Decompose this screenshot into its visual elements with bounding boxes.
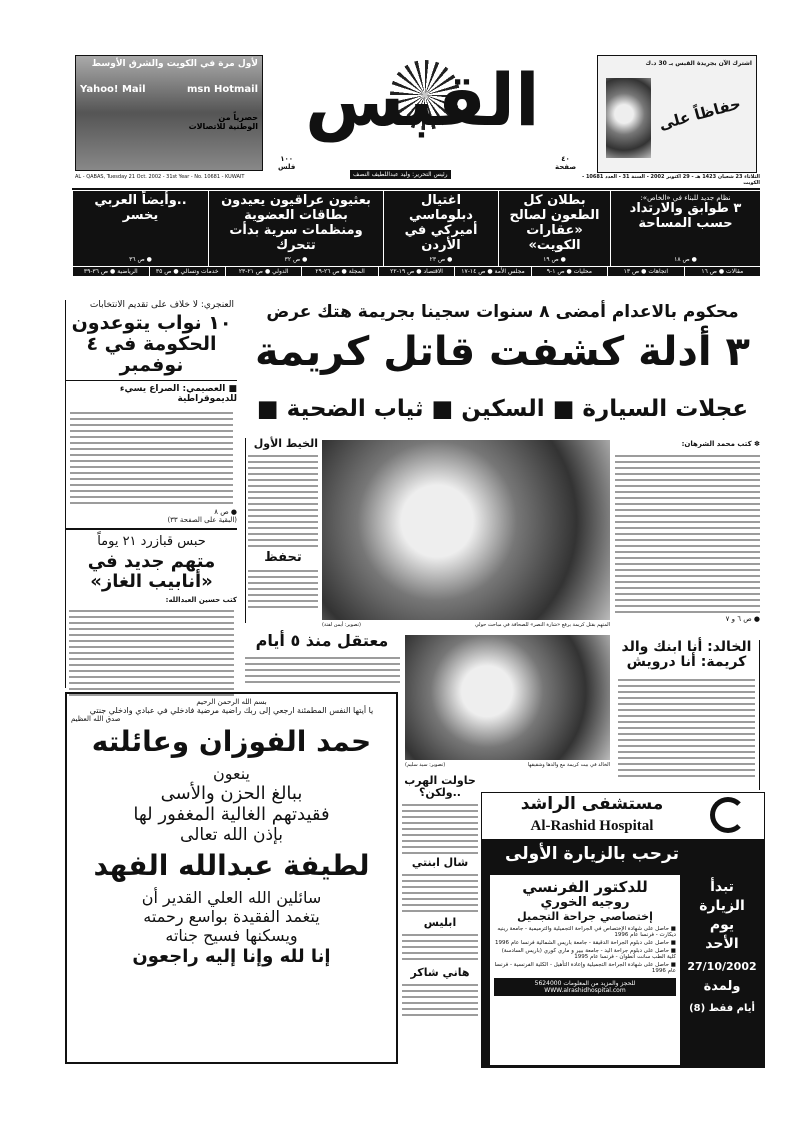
main-headline: ٣ أدلة كشفت قاتل كريمة (255, 329, 750, 375)
editor-line: رئيس التحرير: وليد عبداللطيف النصف (350, 170, 451, 179)
obit-line: فقيدتهم الغالية المغفور لها (133, 803, 330, 825)
ad-headline: اشترك الآن بجريدة القبس بـ 30 د.ك (645, 60, 752, 67)
teaser-title: اغتيال دبلوماسي أميركي في الأردن (404, 193, 478, 253)
side-title: ابليس (423, 916, 457, 930)
right-ad (597, 55, 757, 173)
pages-value: ٤٠ (561, 155, 570, 163)
side-column (402, 775, 478, 1065)
byline: ✽ كتب محمد الشرهان: (681, 440, 760, 448)
story-headline: ١٠ نواب يتوعدون الحكومة في ٤ نوفمبر (71, 312, 232, 376)
price-unit: فلس (278, 162, 296, 171)
doctor-prefix: للدكتور الفرنسي (522, 878, 648, 896)
story2-kicker: حبس قبازرد ٢١ يوماً (97, 534, 206, 550)
doctor-name: روجيه الخوري (540, 894, 630, 910)
duration-text: ولمدة (703, 979, 741, 995)
teaser-5[interactable] (72, 191, 208, 266)
visit-text: الأحد (705, 935, 739, 952)
teaser-kicker: نظام جديد للبناء في «الخاص»: (640, 194, 731, 202)
teaser-2[interactable] (498, 191, 610, 266)
teaser-page: ● ص ١٨ (674, 255, 697, 263)
deceased-name: لطيفة عبدالله الفهد (93, 848, 370, 882)
section-magazine[interactable]: المجلة ● ص ٢٦-٢٩ (301, 267, 377, 276)
author-icon: ✽ (751, 440, 760, 448)
obit-line: ببالغ الحزن والأسى (160, 782, 303, 804)
obit-line: ينعون (212, 763, 250, 783)
closing-verse: إنا لله وإنا إليه راجعون (132, 945, 331, 967)
price-value: ١٠٠ (280, 155, 294, 163)
section-services[interactable]: خدمات وتسالي ● ص ٣٥ (149, 267, 225, 276)
prayer-line: ويسكنها فسيح جناته (165, 925, 298, 945)
detained-title: معتقل منذ ٥ أيام (255, 631, 389, 650)
obituary (65, 692, 398, 1064)
section-local[interactable]: محليات ● ص ١-٩ (531, 267, 607, 276)
page-ref: ● ص ٨ (214, 508, 237, 517)
left-column (65, 300, 237, 688)
teaser-bar (72, 191, 760, 266)
visit-date: 27/10/2002 (687, 959, 757, 973)
hospital-name-en: Al-Rashid Hospital (530, 818, 654, 834)
section-international[interactable]: الدولي ● ص ٢١-٢٣ (225, 267, 301, 276)
verse-end: صدق الله العظيم (71, 715, 121, 723)
hospital-logo-icon (710, 797, 746, 833)
page-ref: ● ص ٦ و ٧ (725, 615, 760, 623)
ad-exclusive: حصرياً من (218, 112, 258, 122)
main-kicker: محكوم بالاعدام أمضى ٨ سنوات سجينا بجريمة هتك عرض (266, 302, 739, 322)
ad-provider: الوطنية للاتصالات (188, 121, 258, 131)
dateline-ar: الثلاثاء 23 شعبان 1423 هـ - 29 اكتوبر 2002 - السنة 31 - العدد 10681 - الكويت (582, 174, 760, 186)
visit-text: تبدأ (710, 879, 734, 895)
photo2-caption: الخالد في بيت كريمة مع والدها وشقيقها (527, 762, 610, 768)
main-photo (322, 440, 610, 620)
left-ad (75, 55, 263, 171)
khaled-box (618, 640, 760, 790)
teaser-page: ● ص ٣٦ (129, 255, 152, 263)
credential: ■ حاصل على دبلوم الجراحة الدقيقة - جامعة باريس الشمالية فرنسا عام 1996 (494, 939, 676, 946)
verse: يا أيتها النفس المطمئنة ارجعي إلى ربك راضية مرضية فادخلي في عبادي وادخلي جنتي (89, 706, 374, 715)
section-sports[interactable]: الرياضية ● ص ٣٦-٣٩ (72, 267, 148, 276)
section-articles[interactable]: مقالات ● ص ١٦ (684, 267, 760, 276)
yahoo-mail-brand: Yahoo! Mail (80, 83, 146, 95)
basmala: بسم الله الرحمن الرحيم (196, 698, 267, 706)
story-subhead: ■ العصيمي: الصراع يسيء للديموقراطية (119, 383, 237, 404)
main-story (615, 440, 760, 630)
prayer-line: يتغمد الفقيدة بواسع رحمته (143, 906, 320, 926)
side-title: حاولت الهرب ..ولكن؟ (404, 774, 476, 800)
teaser-3[interactable] (383, 191, 498, 266)
welcome-text: ترحب بالزيارة الأولى (505, 844, 679, 864)
teaser-page: ● ص ٣٢ (284, 255, 308, 263)
hospital-name-ar: مستشفى الراشد (520, 794, 664, 814)
story-kicker: العنجري: لا خلاف على تقديم الانتخابات (89, 300, 234, 310)
family-name: حمد الفوزان وعائلته (91, 725, 372, 758)
reserve-title: تحفظ (264, 550, 302, 566)
teaser-title: بعثيون عراقيون يعيدون بطاقات العضوية ومنظمات سرية بدأت تتحرك (221, 193, 371, 253)
credential: ■ حاصل على شهادة الإختصاص في الجراحة التجميلية والترميمية - جامعة رينيه ديكارت - فرنسا عام 1996 (497, 925, 676, 938)
visit-info (682, 878, 762, 1015)
ad-headline: لأول مرة في الكويت والشرق الأوسط (91, 59, 258, 69)
contact: للحجز والمزيد من المعلومات 5624000 (534, 979, 636, 987)
teaser-title: ..وأيضاً العربي يخسر (94, 193, 187, 223)
prayer-line: سائلين الله العلي القدير أن (141, 887, 322, 907)
thread-column (245, 438, 318, 623)
logo-text: القبس (305, 58, 540, 142)
continued-note[interactable]: (البقية على الصفحة ٣٣) (167, 516, 237, 525)
thread-title: الخيط الأول (253, 437, 318, 450)
sections-strip (72, 267, 760, 276)
teaser-1[interactable] (610, 191, 760, 266)
second-photo (405, 635, 610, 760)
section-economy[interactable]: الاقتصاد ● ص ١٩-٢٢ (378, 267, 454, 276)
specialty: إختصاصي جراحة التجميل (517, 909, 653, 923)
teaser-page: ● ص ١٩ (543, 255, 566, 263)
doctor-box (490, 875, 680, 1065)
teaser-title: ٣ طوابق والارتداد حسب المساحة (629, 201, 742, 231)
side-title: شال ابنتي (411, 856, 469, 870)
photo-caption: المتهم بقتل كريمة يرفع «شارة النصر» للصحافة في مباحث حولي (474, 622, 610, 628)
pages-unit: صفحة (555, 162, 577, 171)
credential: ■ حاصل على دبلوم جراحة اليد - جامعة بيير و ماري كوري (باريس السادسة) كلية الطب سانت انطوان - فرنسا عام 1995 (501, 947, 676, 960)
photo2-credit: (تصوير: سيد سليم) (405, 762, 446, 768)
dateline-en: AL - QABAS, Tuesday 21 Oct. 2002 - 31st Year - No. 10681 - KUWAIT (75, 174, 245, 180)
khaled-title: الخالد: أنا ابنك والد كريمة: أنا درويش (621, 639, 752, 671)
website[interactable]: WWW.alrashidhospital.com (544, 986, 626, 994)
obit-line: بإذن الله تعالى (180, 824, 283, 845)
teaser-page: ● ص ٢٣ (429, 255, 453, 263)
photo-credit: (تصوير: أيمن لفتة) (322, 622, 361, 628)
side-title: هاني شاكر (410, 966, 470, 980)
ad-slogan: حفاظاً على (657, 94, 743, 134)
teaser-4[interactable] (208, 191, 383, 266)
visit-text: الزيارة (699, 897, 745, 914)
visit-text: يوم (709, 916, 735, 933)
story2-byline: كتب حسين العبدالله: (165, 596, 237, 605)
section-trends[interactable]: اتجاهات ● ص ١٣ (607, 267, 683, 276)
credential: ■ حاصل على شهادة الجراحة التجميلية وإعادة التأهيل - الكلية الفرنسية - فرنسا عام 1996 (494, 961, 676, 974)
section-parliament[interactable]: مجلس الأمة ● ص ١٤-١٧ (454, 267, 530, 276)
main-subheads: ■ عجلات السيارة ■ السكين ■ ثياب الضحية (256, 396, 749, 422)
story2-headline: متهم جديد في «أنابيب الغاز» (87, 551, 216, 593)
duration-text: (8) أيام فقط (689, 1002, 755, 1014)
teaser-title: بطلان كل الطعون لصالح «عقارات الكويت» (509, 193, 600, 253)
hotmail-brand: msn Hotmail (186, 83, 258, 95)
hospital-ad (481, 792, 765, 1068)
